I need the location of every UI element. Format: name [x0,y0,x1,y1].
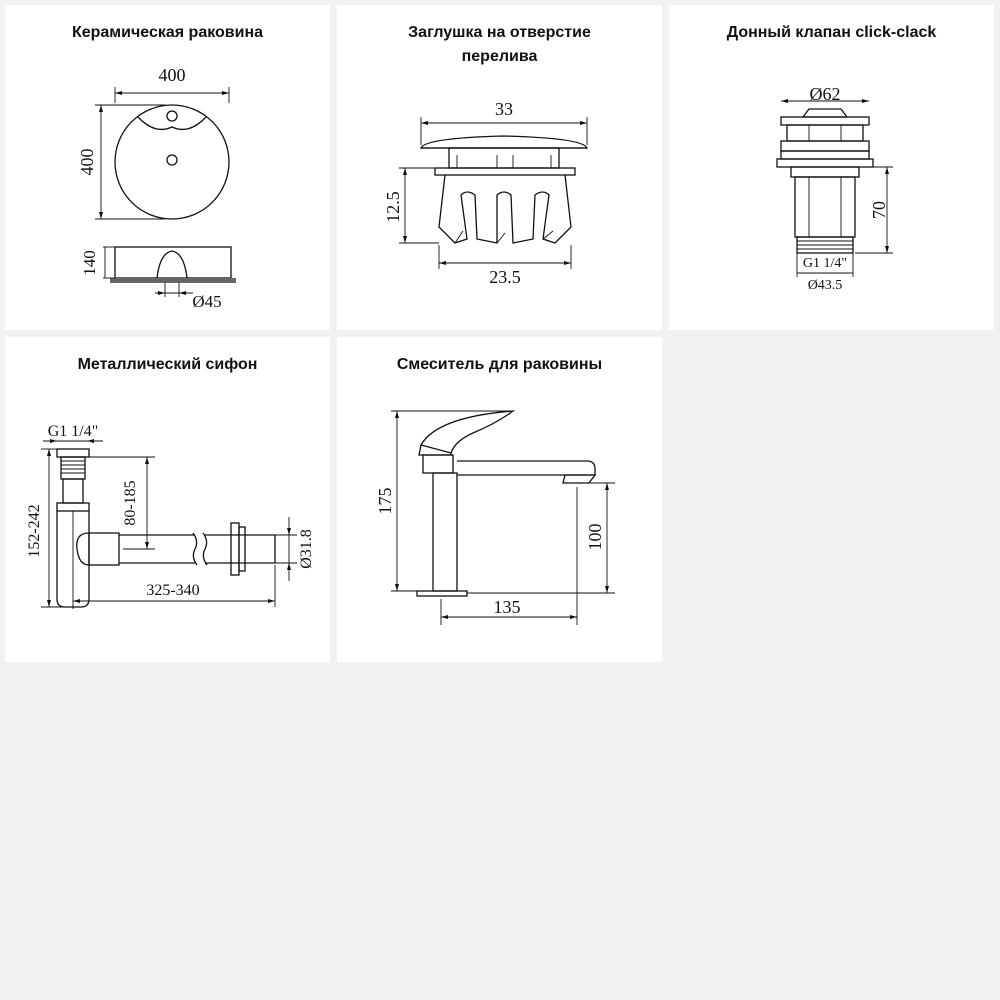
siphon-length-label: 325-340 [146,582,200,599]
overflow-cap-bottom-label: 23.5 [489,267,521,287]
faucet-height-label: 175 [375,487,395,515]
overflow-cap-body [421,136,587,243]
drain-valve-drawing [669,5,994,330]
faucet-reach-dimension [441,487,577,625]
card-overflow-cap [337,5,662,330]
sink-depth-dimension [80,247,115,278]
faucet-reach-label: 135 [493,597,521,617]
sink-drawing [5,5,330,330]
overflow-cap-bottom-dimension [439,245,571,287]
faucet-spout-height-label: 100 [585,523,605,551]
faucet-height-dimension [375,411,513,591]
card-drain-valve [669,5,994,330]
card-title: Керамическая раковина [71,24,264,41]
card-title: Смеситель для раковины [396,356,603,373]
siphon-offset-label: 80-185 [122,480,139,526]
drain-valve-bottom-dimensions [797,253,853,293]
card-title: Металлический сифон [77,356,258,373]
siphon-pipe-dimension [275,517,315,581]
drain-valve-height-dimension [855,167,893,253]
sink-width-label: 400 [158,65,186,85]
overflow-cap-height-dimension [383,168,439,243]
sink-side-view [110,247,236,297]
drain-valve-body [777,109,873,253]
siphon-thread-dimension [43,423,103,443]
drain-valve-height-label: 70 [869,201,889,219]
drain-valve-top-dimension [781,84,869,104]
siphon-pipe-label: Ø31.8 [298,529,315,569]
sink-width-dimension [115,65,229,103]
faucet-drawing [337,337,662,662]
siphon-height-dimension [26,449,65,607]
sink-depth-label: 140 [80,250,99,276]
card-title: Заглушка на отверстие перелива [408,24,591,65]
card-basin-faucet [337,337,662,662]
drain-valve-top-label: Ø62 [809,84,841,104]
overflow-cap-top-dimension [421,99,587,145]
sink-height-label: 400 [77,148,97,176]
card-title: Донный клапан click-clack [726,24,937,41]
overflow-cap-top-label: 33 [495,99,513,119]
card-ceramic-sink [5,5,330,330]
siphon-thread-label: G1 1/4" [47,423,99,440]
drain-valve-bottom-label: Ø43.5 [807,278,843,293]
card-metal-siphon [5,337,330,662]
overflow-cap-drawing [337,5,662,330]
drain-valve-thread-label: G1 1/4" [802,256,848,271]
sink-top-view [115,105,229,219]
faucet-spout-height-dimension [467,483,615,593]
siphon-drawing [5,337,330,662]
siphon-height-label: 152-242 [26,504,43,558]
sink-height-dimension [77,105,165,219]
faucet-body [417,411,595,596]
sink-drain-label: Ø45 [192,292,222,311]
overflow-cap-height-label: 12.5 [383,191,403,223]
